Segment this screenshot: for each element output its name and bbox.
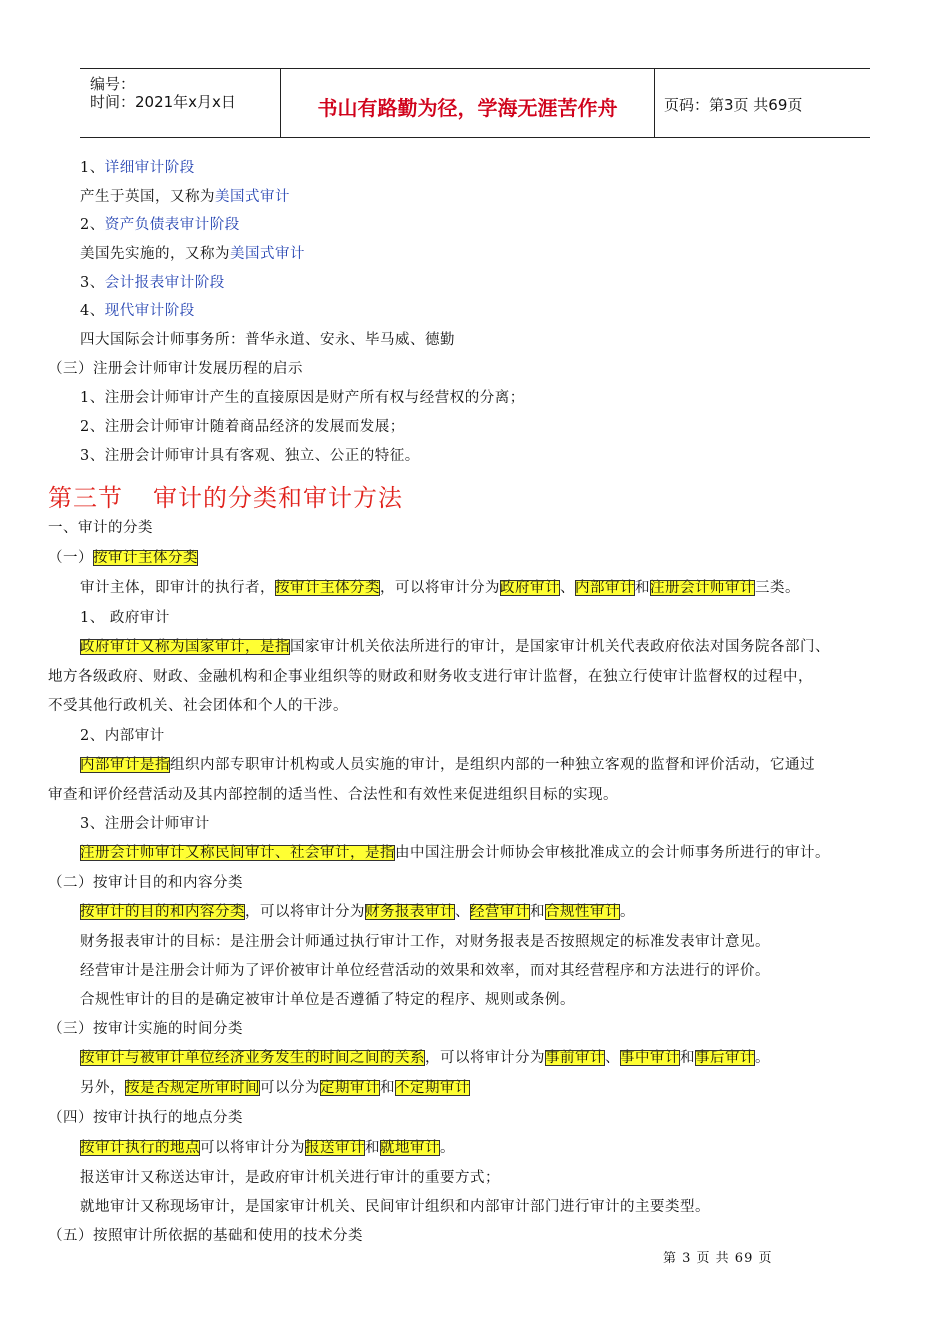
text: 产生于英国，又称为 [80, 189, 215, 205]
stage-num: 2、 [80, 217, 105, 233]
text: 和 [635, 580, 650, 596]
text: 组织内部专职审计机构或人员实施的审计，是组织内部的一种独立客观的监督和评价活动，它通过 [170, 757, 815, 773]
inspiration-3: 3、注册会计师审计具有客观、独立、公正的特征。 [80, 448, 420, 464]
highlight-term: 不定期审计 [395, 1080, 470, 1096]
subject-desc [80, 578, 800, 598]
gov-audit-line-2: 地方各级政府、财政、金融机构和企事业组织等的财政和财务收支进行审计监督，在独立行使审计监督权的过程中， [48, 669, 813, 685]
text: 和 [530, 904, 545, 920]
page-footer: 第 3 页 共 69 页 [663, 1251, 773, 1266]
text: 可以将审计分为 [200, 1140, 305, 1156]
stage-1-desc [80, 187, 290, 207]
stage-num: 3、 [80, 275, 105, 291]
section-name: 审计的分类和审计方法 [153, 484, 403, 512]
stage-title: 会计报表审计阶段 [104, 275, 225, 291]
page-header [80, 68, 870, 138]
stage-2-desc [80, 244, 305, 264]
text: 和 [365, 1140, 380, 1156]
internal-audit-line-2: 审查和评价经营活动及其内部控制的适当性、合法性和有效性来促进组织目标的实现。 [48, 787, 618, 803]
text: 。 [755, 1050, 770, 1066]
highlight-term: 事中审计 [620, 1050, 680, 1066]
motto: 书山有路勤为径，学海无涯苦作舟 [317, 96, 618, 120]
stage-1 [80, 158, 195, 178]
stage-4 [80, 301, 195, 321]
stage-num: 4、 [80, 303, 105, 319]
highlight-term: 按审计与被审计单位经济业务发生的时间之间的关系 [80, 1050, 425, 1066]
text: 、 [605, 1050, 620, 1066]
financial-audit-goal: 财务报表审计的目标：是注册会计师通过执行审计工作，对财务报表是否按照规定的标准发表审计意见。 [80, 934, 770, 950]
text: 和 [380, 1080, 395, 1096]
highlight-term: 按审计主体分类 [275, 580, 380, 596]
text: ，可以将审计分为 [245, 904, 365, 920]
time-desc [80, 1048, 770, 1068]
gov-audit-line-1 [80, 637, 830, 657]
subheading-inspiration: （三）注册会计师审计发展历程的启示 [48, 361, 303, 377]
onsite-audit-desc: 就地审计又称现场审计，是国家审计机关、民间审计组织和内部审计部门进行审计的主要类型。 [80, 1199, 710, 1215]
heading-internal-audit: 2、内部审计 [80, 728, 165, 744]
cpa-audit-line [80, 843, 830, 863]
highlight-term: 按审计主体分类 [93, 550, 198, 566]
compliance-audit-desc: 合规性审计的目的是确定被审计单位是否遵循了特定的程序、规则或条例。 [80, 992, 575, 1008]
stage-title: 资产负债表审计阶段 [104, 217, 240, 233]
location-desc [80, 1138, 455, 1158]
heading-by-subject [48, 548, 198, 568]
purpose-desc [80, 902, 635, 922]
text: 和 [680, 1050, 695, 1066]
text: 、 [455, 904, 470, 920]
section-title [48, 478, 403, 513]
stage-2 [80, 215, 240, 235]
text: 另外， [80, 1080, 125, 1096]
text: 。 [440, 1140, 455, 1156]
text: 三类。 [755, 580, 800, 596]
highlight-term: 财务报表审计 [365, 904, 455, 920]
heading-by-location: （四）按审计执行的地点分类 [48, 1110, 243, 1126]
time-desc-2 [80, 1078, 470, 1098]
heading-gov-audit: 1、 政府审计 [80, 610, 170, 626]
highlight-term: 报送审计 [305, 1140, 365, 1156]
highlight-term: 事前审计 [545, 1050, 605, 1066]
serial-label: 编号： [90, 75, 136, 93]
submission-audit-desc: 报送审计又称送达审计，是政府审计机关进行审计的重要方式； [80, 1170, 500, 1186]
highlight-term: 按是否规定所审时间 [125, 1080, 260, 1096]
operational-audit-desc: 经营审计是注册会计师为了评价被审计单位经营活动的效果和效率，而对其经营程序和方法进行的评价。 [80, 963, 770, 979]
heading-by-technique: （五）按照审计所依据的基础和使用的技术分类 [48, 1228, 363, 1244]
highlight-term: 合规性审计 [545, 904, 620, 920]
highlight-term: 就地审计 [380, 1140, 440, 1156]
highlight-term: 内部审计是指 [80, 757, 170, 773]
text: 可以分为 [260, 1080, 320, 1096]
text: ，可以将审计分为 [425, 1050, 545, 1066]
text: （一） [48, 550, 93, 566]
header-page-label: 页码：第3页 共69页 [664, 96, 803, 114]
highlight-term: 美国式审计 [215, 189, 290, 205]
stage-3 [80, 273, 225, 293]
text: 审计主体，即审计的执行者， [80, 580, 275, 596]
highlight-term: 按审计的目的和内容分类 [80, 904, 245, 920]
highlight-term: 注册会计师审计 [650, 580, 755, 596]
text: 国家审计机关依法所进行的审计，是国家审计机关代表政府依法对国务院各部门、 [290, 639, 830, 655]
stage-num: 1、 [80, 160, 105, 176]
highlight-term: 定期审计 [320, 1080, 380, 1096]
highlight-term: 注册会计师审计又称民间审计、社会审计，是指 [80, 845, 395, 861]
heading-classification: 一、审计的分类 [48, 520, 153, 536]
heading-by-purpose: （二）按审计目的和内容分类 [48, 875, 243, 891]
heading-by-time: （三）按审计实施的时间分类 [48, 1021, 243, 1037]
header-meta-cell [80, 69, 280, 137]
stage-title: 详细审计阶段 [104, 160, 195, 176]
internal-audit-line-1 [80, 755, 815, 775]
big-four: 四大国际会计师事务所：普华永道、安永、毕马威、德勤 [80, 332, 455, 348]
text: 美国先实施的，又称为 [80, 246, 230, 262]
section-number: 第三节 [48, 484, 123, 512]
text: 。 [620, 904, 635, 920]
stage-title: 现代审计阶段 [104, 303, 195, 319]
time-label: 时间：2021年x月x日 [90, 93, 236, 111]
text: 由中国注册会计师协会审核批准成立的会计师事务所进行的审计。 [395, 845, 830, 861]
highlight-term: 政府审计又称为国家审计，是指 [80, 639, 290, 655]
text: 、 [560, 580, 575, 596]
highlight-term: 按审计执行的地点 [80, 1140, 200, 1156]
text: ，可以将审计分为 [380, 580, 500, 596]
inspiration-2: 2、注册会计师审计随着商品经济的发展而发展； [80, 419, 405, 435]
highlight-term: 经营审计 [470, 904, 530, 920]
heading-cpa-audit: 3、注册会计师审计 [80, 816, 210, 832]
highlight-term: 事后审计 [695, 1050, 755, 1066]
highlight-term: 美国式审计 [230, 246, 305, 262]
inspiration-1: 1、注册会计师审计产生的直接原因是财产所有权与经营权的分离； [80, 390, 525, 406]
highlight-term: 政府审计 [500, 580, 560, 596]
highlight-term: 内部审计 [575, 580, 635, 596]
gov-audit-line-3: 不受其他行政机关、社会团体和个人的干涉。 [48, 698, 348, 714]
header-page-cell [654, 69, 870, 137]
header-motto-cell [280, 69, 655, 137]
